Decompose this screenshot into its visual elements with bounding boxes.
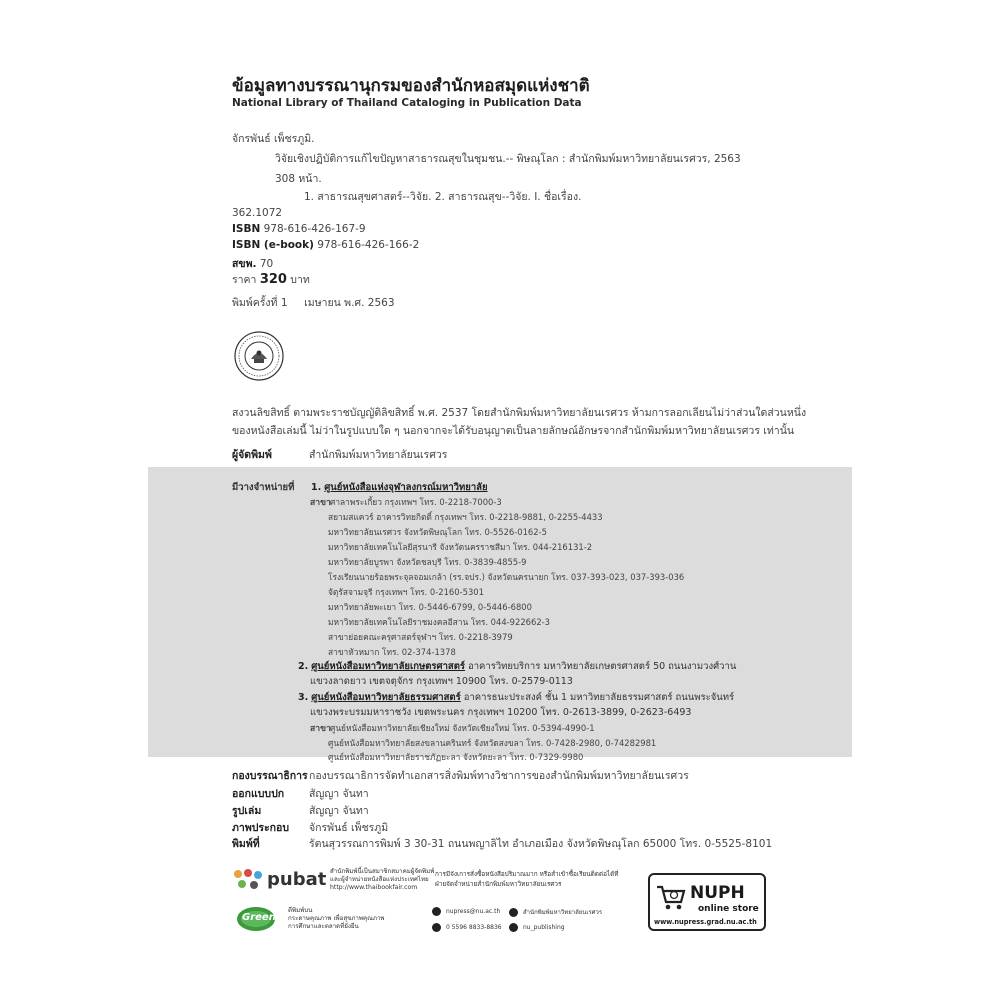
center-2-detail-2: แขวงลาดยาว เขตจตุจักร กรุงเทพฯ 10900 โทร. 0-2579-0113 — [310, 676, 573, 687]
author: จักรพันธ์ เพ็ชรภูมิ. — [232, 133, 315, 145]
price-label: ราคา — [232, 274, 257, 286]
page-title: ข้อมูลทางบรรณานุกรมของสำนักหอสมุดแห่งชาติ — [232, 76, 590, 96]
isbn-ebook-value: 978-616-426-166-2 — [317, 239, 420, 251]
contact-line[interactable] — [509, 923, 565, 932]
green-text-2: กระดาษคุณภาพ เพื่อสุขภาพคุณภาพ — [288, 915, 385, 922]
nuph-store-box[interactable] — [648, 873, 766, 931]
credit-value: สัญญา จันทา — [309, 788, 369, 800]
publisher-label: ผู้จัดพิมพ์ — [232, 449, 272, 461]
pubat-text-2: และผู้จำหน่ายหนังสือแห่งประเทศไทย — [330, 876, 429, 883]
shopping-cart-icon — [656, 884, 686, 912]
branch-item: ศูนย์หนังสือมหาวิทยาลัยเชียงใหม่ จังหวัดเชียงใหม่ โทร. 0-5394-4990-1 — [330, 723, 595, 733]
branch-item: สาขาย่อยคณะครุศาสตร์จุฬาฯ โทร. 0-2218-3979 — [328, 632, 513, 642]
distribution-label: มีวางจำหน่ายที่ — [232, 482, 295, 493]
center-2-heading — [298, 659, 736, 674]
phone-icon — [432, 923, 441, 932]
pubat-link[interactable]: http://www.thaibookfair.com — [330, 884, 418, 891]
national-library-seal-icon — [234, 331, 284, 381]
line-icon — [509, 923, 518, 932]
contact-phone-text: 0 5596 8833-8836 — [446, 924, 502, 931]
nuph-brand: NUPH — [690, 883, 745, 903]
nuph-url[interactable]: www.nupress.grad.nu.ac.th — [654, 918, 757, 926]
credit-label: ออกแบบปก — [232, 788, 285, 800]
contact-facebook-text: สำนักพิมพ์มหาวิทยาลัยนเรศวร — [523, 909, 603, 916]
center-1-name: ศูนย์หนังสือแห่งจุฬาลงกรณ์มหาวิทยาลัย — [324, 482, 488, 493]
order-text-1: การมีจังเการสั่งซื้อหนังสือปริมาณมาก หรือสำเข้าซื้อเรียนติดต่อได้ที่ — [435, 870, 619, 878]
page-subtitle: National Library of Thailand Cataloging in Publication Data — [232, 97, 582, 109]
publisher-value: สำนักพิมพ์มหาวิทยาลัยนเรศวร — [309, 449, 448, 461]
center-1-heading — [311, 480, 488, 495]
nuph-sub: online store — [698, 904, 759, 914]
isbn-ebook-label: ISBN (e-book) — [232, 239, 314, 251]
copyright-line-1: สงวนลิขสิทธิ์ ตามพระราชบัญญัติลิขสิทธิ์ พ.ศ. 2537 โดยสำนักพิมพ์มหาวิทยาลัยนเรศวร ห้ามการลอกเลียนไม่ว่าส่วนใดส่วนหนึ่ง — [232, 407, 807, 419]
contact-phone[interactable] — [432, 923, 502, 932]
center-1-branch-label: สาขา — [310, 498, 331, 508]
branch-item: ศูนย์หนังสือมหาวิทยาลัยสงขลานครินทร์ จังหวัดสงขลา โทร. 0-7428-2980, 0-74282981 — [328, 738, 657, 748]
branch-item: มหาวิทยาลัยพะเยา โทร. 0-5446-6799, 0-5446-6800 — [328, 602, 532, 612]
isbn-ebook-row — [232, 239, 419, 251]
isbn-label: ISBN — [232, 223, 261, 235]
copyright-line-2: ของหนังสือเล่มนี้ ไม่ว่าในรูปแบบใด ๆ นอกจากจะได้รับอนุญาตเป็นลายลักษณ์อักษรจากสำนักพิมพ์มหาวิทยาลัยนเรศวร เท่านั้น — [232, 425, 795, 437]
credit-label: กองบรรณาธิการ — [232, 770, 308, 782]
subjects: 1. สาธารณสุขศาสตร์--วิจัย. 2. สาธารณสุข--วิจัย. I. ชื่อเรื่อง. — [304, 191, 582, 203]
contact-email[interactable] — [432, 907, 500, 916]
center-3-detail-2: แขวงพระบรมมหาราชวัง เขตพระนคร กรุงเทพฯ 10200 โทร. 0-2613-3899, 0-2623-6493 — [310, 707, 692, 718]
green-text-3: การศึกษาและตลาดที่ยั่งยืน — [288, 923, 359, 930]
pages: 308 หน้า. — [275, 173, 322, 185]
branch-item: ศูนย์หนังสือมหาวิทยาลัยราชภัฏยะลา จังหวัดยะลา โทร. 0-7329-9980 — [328, 752, 584, 762]
branch-item: สยามสแควร์ อาคารวิทยกิตติ์ กรุงเทพฯ โทร. 0-2218-9881, 0-2255-4433 — [328, 512, 603, 522]
green-logo-text: Green — [242, 912, 276, 923]
email-icon — [432, 907, 441, 916]
isbn-value: 978-616-426-167-9 — [263, 223, 366, 235]
catalog-no-row — [232, 255, 273, 272]
branch-item: สาขาหัวหมาก โทร. 02-374-1378 — [328, 647, 456, 657]
center-1-num: 1. — [311, 482, 322, 493]
center-2-num: 2. — [298, 661, 309, 672]
center-2-detail: อาคารวิทยบริการ มหาวิทยาลัยเกษตรศาสตร์ 50 ถนนงามวงศ์วาน — [468, 661, 737, 672]
title-line: วิจัยเชิงปฏิบัติการแก้ไขปัญหาสาธารณสุขในชุมชน.-- พิษณุโลก : สำนักพิมพ์มหาวิทยาลัยนเรศวร, 2563 — [275, 153, 741, 165]
green-text-1: ตีพิมพ์บน — [288, 907, 313, 914]
edition: พิมพ์ครั้งที่ 1 เมษายน พ.ศ. 2563 — [232, 297, 395, 309]
classification: 362.1072 — [232, 207, 283, 219]
pubat-logo-text: pubat — [267, 869, 327, 890]
pubat-logo-icon — [232, 868, 264, 892]
price-value: 320 — [259, 272, 287, 287]
credit-value: รัตนสุวรรณการพิมพ์ 3 30-31 ถนนพญาลิไท อำเภอเมือง จังหวัดพิษณุโลก 65000 โทร. 0-5525-8101 — [309, 838, 773, 850]
credit-value: กองบรรณาธิการจัดทำเอกสารสิ่งพิมพ์ทางวิชาการของสำนักพิมพ์มหาวิทยาลัยนเรศวร — [309, 770, 689, 782]
branch-item: จัตุรัสจามจุรี กรุงเทพฯ โทร. 0-2160-5301 — [328, 587, 484, 597]
catalog-no-value: 70 — [259, 258, 274, 270]
facebook-icon — [509, 908, 518, 917]
branch-item: มหาวิทยาลัยบูรพา จังหวัดชลบุรี โทร. 0-3839-4855-9 — [328, 557, 527, 567]
center-2-name: ศูนย์หนังสือมหาวิทยาลัยเกษตรศาสตร์ — [311, 661, 465, 672]
credit-label: ภาพประกอบ — [232, 822, 290, 834]
branch-item: โรงเรียนนายร้อยพระจุลจอมเกล้า (รร.จปร.) จังหวัดนครนายก โทร. 037-393-023, 037-393-036 — [328, 572, 685, 582]
branch-item: มหาวิทยาลัยนเรศวร จังหวัดพิษณุโลก โทร. 0-5526-0162-5 — [328, 527, 547, 537]
branch-item: มหาวิทยาลัยเทคโนโลยีสุรนารี จังหวัดนครราชสีมา โทร. 044-216131-2 — [328, 542, 593, 552]
contact-line-text: nu_publishing — [523, 924, 565, 931]
price-row — [232, 271, 310, 288]
center-3-detail: อาคารธนะประสงค์ ชั้น 1 มหาวิทยาลัยธรรมศาสตร์ ถนนพระจันทร์ — [463, 692, 735, 703]
center-3-name: ศูนย์หนังสือมหาวิทยาลัยธรรมศาสตร์ — [311, 692, 461, 703]
credit-value: สัญญา จันทา — [309, 805, 369, 817]
contact-facebook[interactable] — [509, 907, 602, 917]
center-3-heading — [298, 690, 734, 705]
contact-email-text: nupress@nu.ac.th — [446, 908, 501, 915]
catalog-no-label: สขพ. — [232, 258, 257, 270]
branch-item: ศาลาพระเกี้ยว กรุงเทพฯ โทร. 0-2218-7000-3 — [330, 497, 502, 507]
center-3-num: 3. — [298, 692, 309, 703]
order-text-2: ฝ่ายจัดจำหน่ายสำนักพิมพ์มหาวิทยาลัยนเรศวร — [435, 880, 562, 888]
credit-label: พิมพ์ที่ — [232, 838, 260, 850]
branch-item: มหาวิทยาลัยเทคโนโลยีราชมงคลอีสาน โทร. 044-922662-3 — [328, 617, 550, 627]
credit-label: รูปเล่ม — [232, 805, 262, 817]
price-unit: บาท — [290, 274, 310, 286]
center-3-branch-label: สาขา — [310, 724, 331, 734]
pubat-text-1: สำนักพิมพ์นี้เป็นสมาชิกสมาคมผู้จัดพิมพ์ — [330, 868, 435, 875]
isbn-row — [232, 223, 366, 235]
credit-value: จักรพันธ์ เพ็ชรภูมิ — [309, 822, 389, 834]
